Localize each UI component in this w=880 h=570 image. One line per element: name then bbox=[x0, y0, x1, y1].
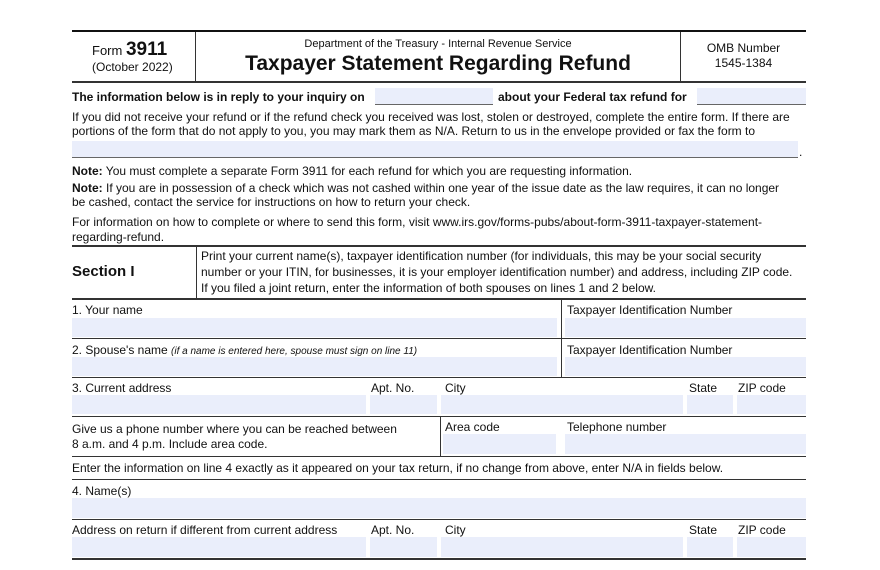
divider bbox=[440, 416, 441, 456]
address-input[interactable] bbox=[72, 395, 366, 414]
phone-instructions: Give us a phone number where you can be reached between bbox=[72, 422, 397, 436]
form-number bbox=[92, 39, 167, 61]
your-name-label: 1. Your name bbox=[72, 303, 143, 317]
omb-label: OMB Number bbox=[706, 41, 781, 55]
line4-instructions: Enter the information on line 4 exactly as it appeared on your tax return, if no change from above, enter N/A in fields below. bbox=[72, 461, 724, 475]
state-label: State bbox=[689, 381, 718, 395]
agency: Department of the Treasury - Internal Revenue Service bbox=[304, 38, 572, 50]
telephone-label: Telephone number bbox=[567, 420, 667, 434]
form-number-value: 3911 bbox=[125, 39, 168, 60]
names-label: 4. Name(s) bbox=[72, 484, 132, 498]
phone-instructions: 8 a.m. and 4 p.m. Include area code. bbox=[72, 437, 268, 451]
section-instructions: number or your ITIN, for businesses, it is your employer identification number) and address, including ZIP code. bbox=[201, 265, 793, 279]
spouse-hint: (if a name is entered here, spouse must sign on line 11) bbox=[171, 346, 418, 357]
tin-input[interactable] bbox=[565, 318, 806, 337]
page-title: Taxpayer Statement Regarding Refund bbox=[245, 52, 631, 75]
apt-label: Apt. No. bbox=[371, 523, 415, 537]
rule bbox=[72, 479, 806, 480]
header-rule bbox=[72, 81, 806, 83]
return-city-input[interactable] bbox=[441, 537, 683, 557]
info-text: For information on how to complete or where to send this form, visit www.irs.gov/forms-pubs/about-form-3911-taxpayer-statement- bbox=[72, 215, 763, 229]
spouse-tin-input[interactable] bbox=[565, 357, 806, 376]
telephone-input[interactable] bbox=[565, 434, 806, 454]
section-title: Section I bbox=[72, 263, 135, 280]
divider bbox=[196, 246, 197, 299]
section-instructions: If you filed a joint return, enter the information of both spouses on lines 1 and 2 below. bbox=[201, 281, 656, 295]
note-text: You must complete a separate Form 3911 for each refund for which you are requesting information. bbox=[102, 164, 633, 178]
inquiry-date-field[interactable] bbox=[375, 88, 493, 105]
note-label: Note: bbox=[72, 164, 103, 178]
return-state-input[interactable] bbox=[687, 537, 733, 557]
form-date: (October 2022) bbox=[92, 60, 173, 74]
top-rule bbox=[72, 30, 806, 32]
names-input[interactable] bbox=[72, 498, 806, 518]
city-label: City bbox=[445, 523, 466, 537]
address-on-return-label: Address on return if different from current address bbox=[72, 523, 338, 537]
period: . bbox=[799, 145, 803, 159]
omb-number: 1545-1384 bbox=[714, 56, 773, 70]
rule bbox=[72, 377, 806, 378]
rule bbox=[72, 456, 806, 457]
note-text: If you are in possession of a check which was not cashed within one year of the issue date as the law requires, it can no longer bbox=[102, 181, 780, 195]
return-zip-input[interactable] bbox=[737, 537, 806, 557]
note-text: be cashed, contact the service for instructions on how to return your check. bbox=[72, 195, 471, 209]
area-code-input[interactable] bbox=[443, 434, 556, 454]
rule bbox=[72, 416, 806, 417]
spouse-name-label bbox=[72, 343, 417, 357]
rule bbox=[72, 558, 806, 560]
instructions-line: portions of the form that do not apply to you, you may mark them as N/A. Return to us in the envelope provided or fax the form to bbox=[72, 124, 756, 138]
spouse-tin-label: Taxpayer Identification Number bbox=[567, 343, 733, 357]
state-label: State bbox=[689, 523, 718, 537]
refund-text: about your Federal tax refund for bbox=[498, 90, 687, 104]
rule bbox=[72, 298, 806, 300]
apt-label: Apt. No. bbox=[371, 381, 415, 395]
city-label: City bbox=[445, 381, 466, 395]
your-name-input[interactable] bbox=[72, 318, 557, 337]
instructions-line: If you did not receive your refund or if the refund check you received was lost, stolen or destroyed, complete the entire form. If there are bbox=[72, 110, 790, 124]
info-text: regarding-refund. bbox=[72, 230, 165, 244]
return-address-input[interactable] bbox=[72, 537, 366, 557]
city-input[interactable] bbox=[441, 395, 683, 414]
rule bbox=[72, 338, 806, 339]
fax-field[interactable] bbox=[72, 141, 798, 158]
spouse-name-input[interactable] bbox=[72, 357, 557, 376]
rule bbox=[72, 519, 806, 520]
zip-label: ZIP code bbox=[738, 381, 786, 395]
form-label: Form bbox=[92, 43, 123, 58]
refund-for-field[interactable] bbox=[697, 88, 806, 105]
zip-label: ZIP code bbox=[738, 523, 786, 537]
area-code-label: Area code bbox=[445, 420, 500, 434]
spouse-name-text: 2. Spouse's name bbox=[72, 343, 168, 357]
state-input[interactable] bbox=[687, 395, 733, 414]
note-2 bbox=[72, 181, 779, 195]
current-address-label: 3. Current address bbox=[72, 381, 172, 395]
note-label: Note: bbox=[72, 181, 103, 195]
rule bbox=[72, 245, 806, 247]
note-1 bbox=[72, 164, 632, 178]
inquiry-text: The information below is in reply to your inquiry on bbox=[72, 90, 365, 104]
apt-input[interactable] bbox=[370, 395, 437, 414]
section-instructions: Print your current name(s), taxpayer identification number (for individuals, this may be your social security bbox=[201, 249, 762, 263]
return-apt-input[interactable] bbox=[370, 537, 437, 557]
zip-input[interactable] bbox=[737, 395, 806, 414]
tin-label: Taxpayer Identification Number bbox=[567, 303, 733, 317]
